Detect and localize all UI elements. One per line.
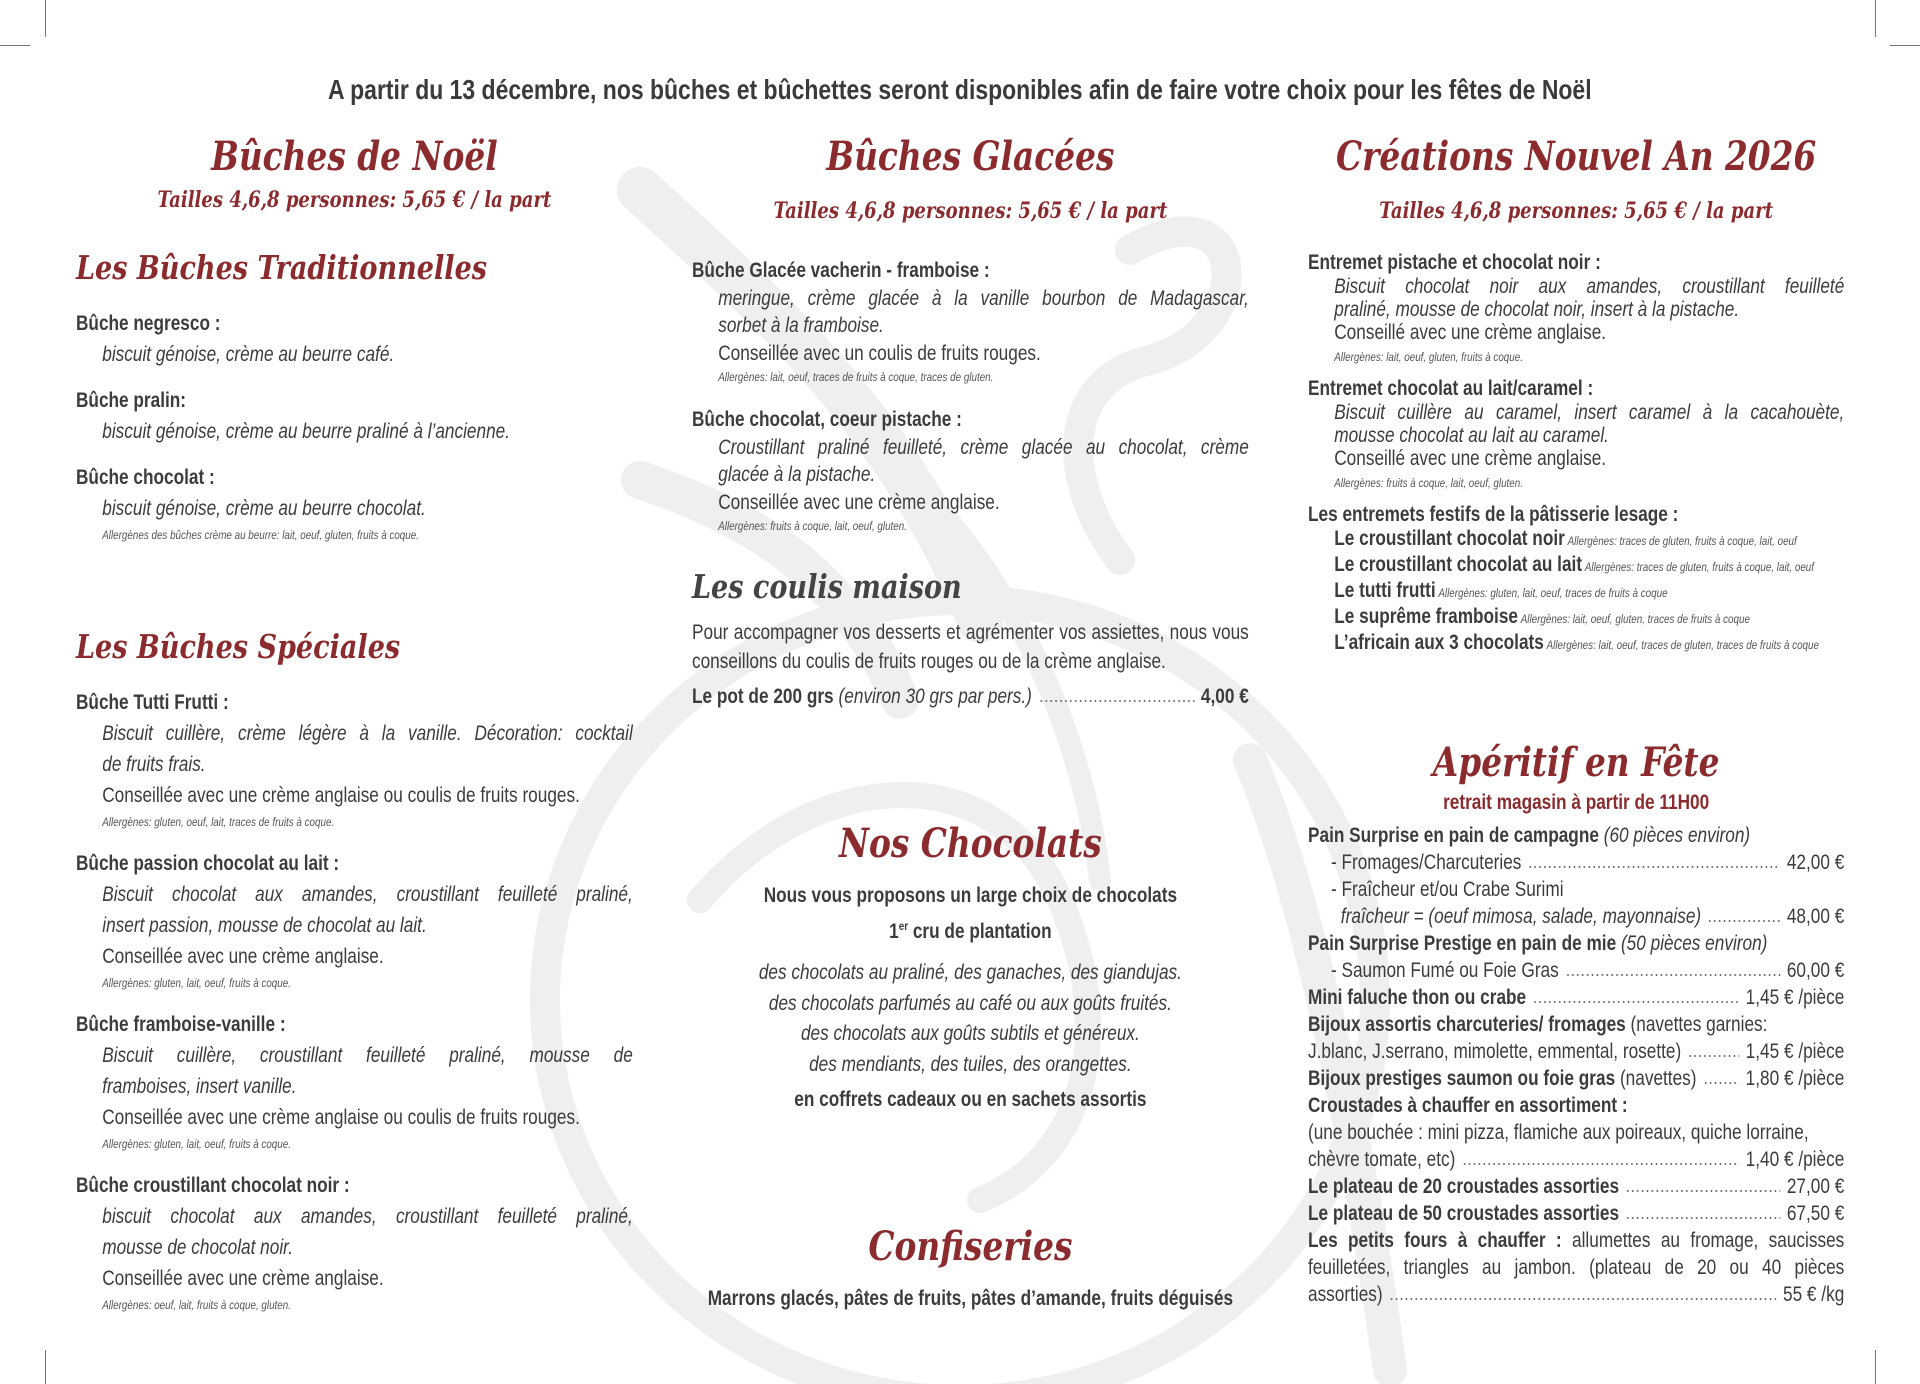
item-name: Bûche passion chocolat au lait : (76, 852, 340, 875)
chocolats-block (692, 881, 1249, 1080)
row-price: 1,45 € /pièce (1745, 1040, 1845, 1063)
row-label: Mini faluche thon ou crabe (1308, 986, 1527, 1009)
dot-leader (1038, 699, 1194, 703)
item-description: meringue, crème glacée à la vanille bourbon de Madagascar, (718, 286, 1249, 310)
section-title: Apéritif en Fête (1432, 739, 1720, 786)
column-buches-glacees (692, 0, 1249, 1384)
cru-number: 1 (889, 920, 899, 943)
aperitif-row (1308, 1281, 1844, 1308)
aperitif-row (1308, 1092, 1844, 1119)
menu-item (76, 308, 633, 370)
section-title: Bûches de Noël (211, 133, 498, 180)
section-title: Créations Nouvel An 2026 (1336, 133, 1817, 180)
item-description: biscuit génoise, crème au beurre praliné à l’ancienne. (102, 420, 511, 443)
entry-allergens: Allergènes: traces de gluten, fruits à coque, lait, oeuf (1584, 560, 1815, 574)
price-subtitle: Tailles 4,6,8 personnes: 5,65 € / la part (157, 187, 552, 213)
dot-leader (1626, 1216, 1781, 1220)
aperitif-row (1308, 1254, 1844, 1281)
price-subtitle: Tailles 4,6,8 personnes: 5,65 € / la part (1379, 198, 1774, 224)
row-price: 42,00 € (1786, 851, 1845, 874)
dot-leader (1708, 919, 1781, 923)
menu-item (76, 462, 633, 546)
row-label: Le plateau de 20 croustades assorties (1308, 1175, 1620, 1198)
entry-allergens: Allergènes: gluten, lait, oeuf, traces de fruits à coque (1438, 586, 1668, 600)
section-heading: Les Bûches Spéciales (76, 627, 401, 666)
aperitif-row (1308, 903, 1844, 930)
item-allergens: Allergènes: gluten, lait, oeuf, fruits à coque. (102, 1137, 291, 1151)
item-description: Biscuit cuillère au caramel, insert caramel à la cacahouète, (1334, 401, 1845, 424)
row-label: - Fromages/Charcuteries (1330, 851, 1522, 874)
row-note: (60 pièces environ) (1603, 824, 1751, 847)
row-note: assorties) (1308, 1283, 1383, 1306)
row-label: Pain Surprise Prestige en pain de mie (1308, 932, 1617, 955)
item-allergens: Allergènes: oeuf, lait, fruits à coque, gluten. (102, 1298, 291, 1312)
chocolats-line: des chocolats au praliné, des ganaches, des giandujas. (758, 961, 1182, 984)
item-advice: Conseillée avec une crème anglaise. (102, 945, 384, 968)
chocolats-line: des chocolats aux goûts subtils et généreux. (800, 1022, 1140, 1045)
chocolats-line: des chocolats parfumés au café ou aux goûts fruités. (768, 991, 1172, 1015)
coulis-description: Pour accompagner vos desserts et agrémenter vos assiettes, nous vous conseillons du coulis de fruits rouges ou de la crème anglaise. (692, 621, 1249, 673)
menu-item (76, 848, 633, 994)
dot-leader (1528, 865, 1780, 869)
crop-mark (45, 1350, 46, 1384)
aperitif-row (1308, 822, 1844, 849)
dot-leader (1462, 1162, 1739, 1166)
row-price: 27,00 € (1786, 1175, 1845, 1198)
row-note: (navettes) (1619, 1067, 1697, 1090)
row-label: Bijoux assortis charcuteries/ fromages (1308, 1013, 1626, 1036)
item-allergens: Allergènes: gluten, lait, oeuf, fruits à coque. (102, 976, 291, 990)
dot-leader (1626, 1189, 1781, 1193)
column-nouvel-an (1308, 0, 1844, 1384)
item-description: biscuit génoise, crème au beurre café. (102, 343, 395, 366)
item-advice: Conseillée avec une crème anglaise. (102, 1267, 384, 1290)
item-list (1308, 251, 1844, 503)
confiseries-text: Marrons glacés, pâtes de fruits, pâtes d’amande, fruits déguisés (707, 1287, 1234, 1310)
entry-name: Le croustillant chocolat au lait (1334, 553, 1583, 576)
aperitif-row (1308, 1200, 1844, 1227)
dot-leader (1565, 973, 1780, 977)
entry-name: Le croustillant chocolat noir (1334, 527, 1565, 550)
item-name: Bûche croustillant chocolat noir : (76, 1174, 350, 1197)
aperitif-row (1308, 1065, 1844, 1092)
item-description: insert passion, mousse de chocolat au lait. (102, 914, 427, 937)
item-description: de fruits frais. (102, 753, 206, 776)
item-allergens: Allergènes: lait, oeuf, gluten, fruits à coque. (1334, 350, 1523, 364)
item-list (76, 687, 633, 1331)
menu-item (1308, 251, 1844, 370)
item-allergens: Allergènes: fruits à coque, lait, oeuf, gluten. (1334, 476, 1523, 490)
item-advice: Conseillée avec une crème anglaise. (718, 490, 1000, 514)
entry-name: Le suprême framboise (1334, 605, 1518, 628)
item-description: framboises, insert vanille. (102, 1075, 297, 1098)
price-label: Le pot de 200 grs (692, 685, 834, 708)
item-name: Bûche pralin: (76, 389, 187, 412)
crop-mark (0, 45, 30, 46)
aperitif-row (1308, 1227, 1844, 1254)
aperitif-row (1308, 1119, 1844, 1146)
aperitif-row (1308, 1011, 1844, 1038)
price-note: (environ 30 grs par pers.) (838, 685, 1032, 708)
announcement-header: A partir du 13 décembre, nos bûches et bûchettes seront disponibles afin de faire votre choix pour les fêtes de Noël (328, 74, 1592, 105)
aperitif-row (1308, 849, 1844, 876)
item-name: Entremet pistache et chocolat noir : (1308, 251, 1601, 274)
row-price: 48,00 € (1786, 905, 1845, 928)
item-allergens: Allergènes: fruits à coque, lait, oeuf, gluten. (718, 519, 907, 533)
item-allergens: Allergènes: gluten, oeuf, lait, traces de fruits à coque. (102, 815, 335, 829)
row-price: 1,40 € /pièce (1745, 1148, 1845, 1171)
row-label: Le plateau de 50 croustades assorties (1308, 1202, 1620, 1225)
aperitif-row (1308, 984, 1844, 1011)
menu-item (692, 406, 1249, 536)
row-label: Bijoux prestiges saumon ou foie gras (1308, 1067, 1616, 1090)
festive-entry (1308, 553, 1844, 579)
cru-superscript: er (898, 919, 909, 933)
crop-mark (1875, 0, 1876, 37)
section-heading: Les coulis maison (692, 567, 962, 606)
section-title: Nos Chocolats (839, 820, 1102, 867)
item-description: sorbet à la framboise. (718, 314, 884, 337)
dot-leader (1533, 1000, 1739, 1004)
price-subtitle: Tailles 4,6,8 personnes: 5,65 € / la part (773, 198, 1168, 224)
item-allergens: Allergènes des bûches crème au beurre: lait, oeuf, gluten, fruits à coque. (102, 528, 419, 542)
row-detail: fraîcheur = (oeuf mimosa, salade, mayonnaise) (1340, 905, 1702, 928)
entry-name: Le tutti frutti (1334, 579, 1436, 602)
festive-entry (1308, 527, 1844, 553)
row-price: 1,45 € /pièce (1745, 986, 1845, 1009)
menu-item (692, 257, 1249, 387)
row-label: - Saumon Fumé ou Foie Gras (1330, 959, 1559, 982)
row-note: J.blanc, J.serrano, mimolette, emmental, rosette) (1308, 1040, 1682, 1063)
aperitif-row (1308, 957, 1844, 984)
item-advice: Conseillée avec un coulis de fruits rouges. (718, 341, 1041, 365)
festive-list (1308, 527, 1844, 657)
aperitif-list (1308, 822, 1844, 1308)
item-name: Bûche Glacée vacherin - framboise : (692, 259, 990, 282)
column-buches-de-noel (76, 0, 633, 1384)
price-value: 4,00 € (1200, 685, 1249, 708)
menu-item (76, 1009, 633, 1155)
chocolats-packaging: en coffrets cadeaux ou en sachets assortis (794, 1088, 1147, 1111)
crop-mark (45, 0, 46, 37)
dot-leader (1688, 1054, 1739, 1058)
item-description: glacée à la pistache. (718, 463, 876, 486)
menu-item (1308, 377, 1844, 496)
item-list (76, 308, 633, 561)
item-advice: Conseillé avec une crème anglaise. (1334, 321, 1607, 344)
chocolats-line: des mendiants, des tuiles, des orangettes. (809, 1052, 1132, 1076)
item-advice: Conseillé avec une crème anglaise. (1334, 447, 1607, 470)
entry-allergens: Allergènes: lait, oeuf, gluten, traces de fruits à coque (1520, 612, 1750, 626)
entry-allergens: Allergènes: traces de gluten, fruits à coque, lait, oeuf (1567, 534, 1797, 548)
section-title: Bûches Glacées (826, 133, 1115, 180)
crop-mark (1875, 1350, 1876, 1384)
menu-item (76, 385, 633, 447)
menu-item (76, 687, 633, 833)
aperitif-row (1308, 1146, 1844, 1173)
item-name: Bûche framboise-vanille : (76, 1013, 286, 1036)
festive-heading: Les entremets festifs de la pâtisserie lesage : (1308, 503, 1679, 526)
chocolats-intro: Nous vous proposons un large choix de chocolats (763, 884, 1178, 907)
item-description: Biscuit cuillère, croustillant feuilleté praliné, mousse de (102, 1044, 633, 1067)
coulis-price-row (692, 682, 1249, 711)
aperitif-row (1308, 876, 1844, 903)
menu-item (76, 1170, 633, 1316)
row-note: chèvre tomate, etc) (1308, 1148, 1456, 1171)
item-description: Biscuit chocolat noir aux amandes, croustillant feuilleté (1334, 275, 1845, 298)
entry-name: L’africain aux 3 chocolats (1334, 631, 1544, 654)
item-name: Bûche Tutti Frutti : (76, 691, 229, 714)
item-description: mousse de chocolat noir. (102, 1236, 294, 1259)
item-name: Bûche chocolat : (76, 466, 215, 489)
festive-entry (1308, 605, 1844, 631)
item-description: Croustillant praliné feuilleté, crème glacée au chocolat, crème (718, 435, 1249, 459)
pickup-note: retrait magasin à partir de 11H00 (1443, 791, 1710, 814)
aperitif-row (1308, 1038, 1844, 1065)
item-advice: Conseillée avec une crème anglaise ou coulis de fruits rouges. (102, 1106, 580, 1129)
row-label: - Fraîcheur et/ou Crabe Surimi (1330, 878, 1564, 901)
cru-text: cru de plantation (908, 920, 1052, 943)
section-title: Confiseries (868, 1223, 1073, 1270)
item-advice: Conseillée avec une crème anglaise ou coulis de fruits rouges. (102, 784, 580, 807)
dot-leader (1703, 1081, 1739, 1085)
entry-allergens: Allergènes: lait, oeuf, traces de gluten, traces de fruits à coque (1546, 638, 1819, 652)
row-note: (une bouchée : mini pizza, flamiche aux poireaux, quiche lorraine, (1308, 1121, 1809, 1144)
row-note: feuilletées, triangles au jambon. (plateau de 20 ou 40 pièces (1308, 1256, 1845, 1279)
row-note: (navettes garnies: (1630, 1013, 1768, 1036)
row-price: 55 € /kg (1782, 1283, 1845, 1306)
festive-entry (1308, 579, 1844, 605)
chocolats-cru (692, 911, 1249, 947)
row-note: (50 pièces environ) (1620, 932, 1768, 955)
item-name: Bûche negresco : (76, 312, 221, 335)
item-description: biscuit chocolat aux amandes, croustillant feuilleté praliné, (102, 1205, 633, 1228)
row-price: 1,80 € /pièce (1745, 1067, 1845, 1090)
row-price: 60,00 € (1786, 959, 1845, 982)
row-label: Croustades à chauffer en assortiment : (1308, 1094, 1628, 1117)
item-description: praliné, mousse de chocolat noir, insert à la pistache. (1334, 298, 1740, 321)
row-note: allumettes au fromage, saucisses (1572, 1229, 1845, 1252)
item-description: Biscuit chocolat aux amandes, croustillant feuilleté praliné, (102, 883, 633, 906)
item-description: mousse chocolat au lait au caramel. (1334, 424, 1609, 447)
aperitif-row (1308, 930, 1844, 957)
item-name: Bûche chocolat, coeur pistache : (692, 408, 962, 431)
item-description: biscuit génoise, crème au beurre chocolat. (102, 497, 426, 520)
row-label: Les petits fours à chauffer : (1308, 1229, 1562, 1252)
row-price: 67,50 € (1786, 1202, 1845, 1225)
dot-leader (1389, 1297, 1776, 1301)
item-list (692, 257, 1249, 555)
section-heading: Les Bûches Traditionnelles (76, 248, 488, 287)
crop-mark (1890, 45, 1920, 46)
item-allergens: Allergènes: lait, oeuf, traces de fruits à coque, traces de gluten. (718, 370, 994, 384)
aperitif-row (1308, 1173, 1844, 1200)
festive-entry (1308, 631, 1844, 657)
item-name: Entremet chocolat au lait/caramel : (1308, 377, 1594, 400)
row-label: Pain Surprise en pain de campagne (1308, 824, 1599, 847)
item-description: Biscuit cuillère, crème légère à la vanille. Décoration: cocktail (102, 722, 633, 745)
